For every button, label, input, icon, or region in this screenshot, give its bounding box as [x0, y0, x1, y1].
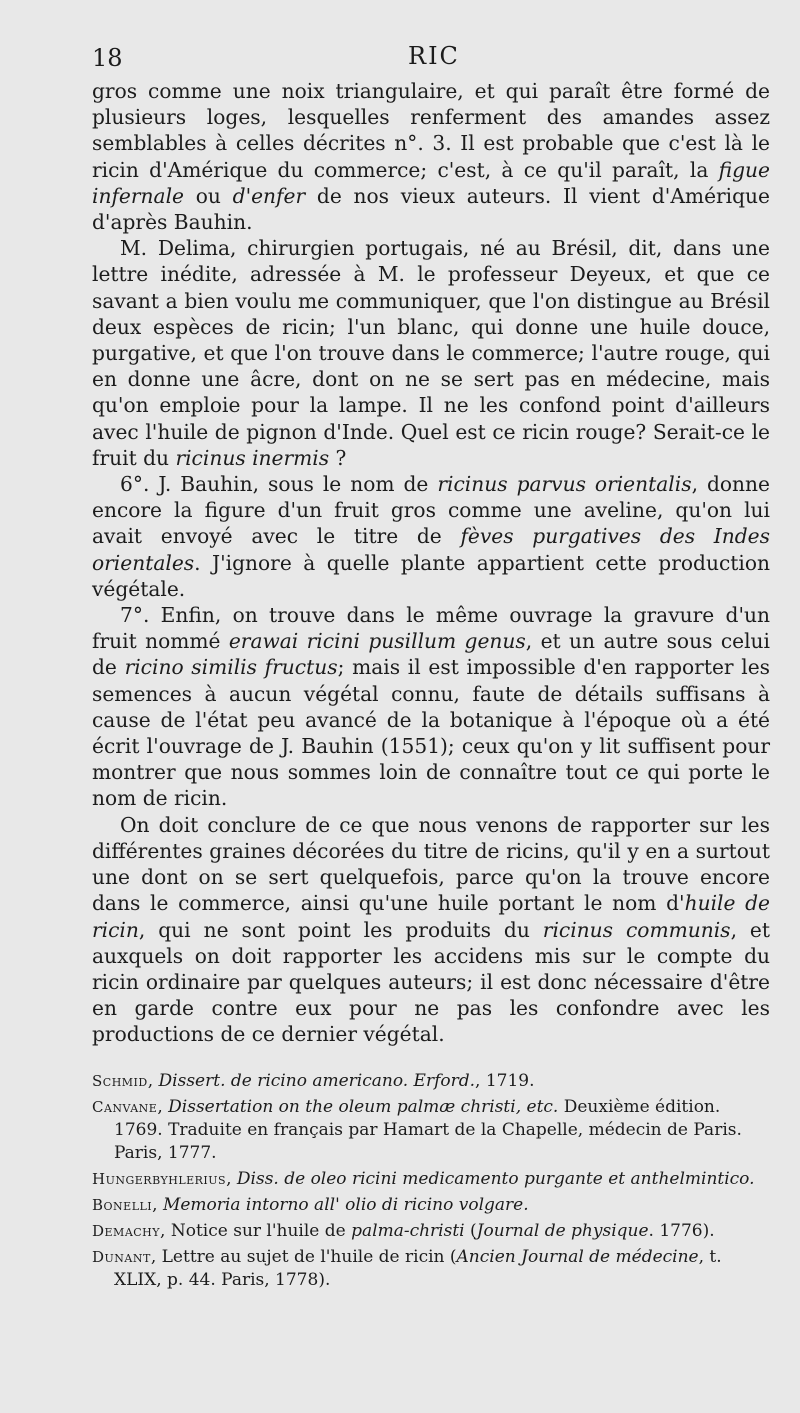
- paragraph: [92, 812, 770, 1048]
- text-run: 6°. J. Bauhin, sous le nom de: [120, 472, 438, 497]
- bibliography: [92, 1070, 770, 1292]
- text-run: 7°. Enfin, on trouve dans le même ouvrage la gravure d'un fruit nommé: [92, 603, 770, 654]
- reference-author: Canvane: [92, 1097, 158, 1116]
- separator: ,: [150, 1246, 162, 1267]
- italic-text: Journal de physique: [476, 1220, 649, 1241]
- italic-text: ricinus communis: [542, 917, 731, 942]
- reference-entry: [92, 1220, 770, 1243]
- text-run: Notice sur l'huile de: [170, 1220, 352, 1241]
- text-run: ; mais il est impossible d'en rapporter les semences à aucun végétal connu, faute de détails suffisans à cause de l'état peu avancé de la botanique à l'époque où a été écrit l'ouvrage de J. Bauhin (1551); ceux qu'on y lit suffisent pour montrer que nous sommes loin de connaître tout ce qui porte le nom de ricin.: [92, 655, 770, 811]
- text-run: , et un autre sous celui de: [92, 629, 771, 680]
- reference-entry: [92, 1246, 770, 1292]
- text-run: Lettre au sujet de l'huile de ricin (: [161, 1246, 457, 1267]
- text-run: . 1776).: [648, 1220, 715, 1241]
- separator: ,: [157, 1096, 169, 1117]
- text-run: Deuxième édition. 1769. Traduite en français par Hamart de la Chapelle, médecin de Paris. Paris, 1777.: [114, 1096, 742, 1163]
- text-run: . J'ignore à quelle plante appartient cette production végétale.: [92, 550, 770, 601]
- italic-text: erawai ricini pusillum genus: [228, 629, 526, 654]
- text-run: gros comme une noix triangulaire, et qui paraît être formé de plusieurs loges, lesquelles renferment des amandes assez semblables à celles décrites n°. 3. Il est probable que c'est là le ricin d'Amérique du commerce; c'est, à ce qu'il paraît, la: [92, 79, 770, 182]
- text-run: , donne encore la figure d'un fruit gros comme une aveline, qu'on lui avait envoyé avec le titre de: [92, 472, 770, 549]
- italic-text: d'enfer: [232, 183, 306, 208]
- italic-text: palma-christi: [351, 1220, 465, 1241]
- reference-entry: [92, 1096, 770, 1165]
- italic-text: fèves purgatives des Indes orientales: [92, 524, 770, 575]
- italic-text: Ancien Journal de médecine: [456, 1246, 699, 1267]
- page-number: 18: [92, 44, 123, 72]
- italic-text: Dissertation on the oleum palmæ christi, etc.: [168, 1096, 559, 1117]
- text-run: ou: [183, 183, 233, 208]
- italic-text: huile de ricin: [92, 891, 771, 942]
- text-run: M. Delima, chirurgien portugais, né au Brésil, dit, dans une lettre inédite, adressée à M. le professeur Deyeux, et que ce savant a bien voulu me communiquer, que l'on distingue au Brésil deux espèces de ricin; l'un blanc, qui donne une huile douce, purgative, et que l'on trouve dans le commerce; l'autre rouge, qui en donne une âcre, dont on ne se sert pas en médecine, mais qu'on emploie pour la lampe. Il ne les confond point d'ailleurs avec l'huile de pignon d'Inde. Quel est ce ricin rouge? Serait-ce le fruit du: [92, 236, 770, 470]
- separator: ,: [152, 1194, 163, 1215]
- reference-author: Bonelli: [92, 1195, 153, 1214]
- reference-entry: [92, 1070, 770, 1093]
- text-run: , 1719.: [475, 1070, 535, 1091]
- italic-text: figue infernale: [92, 157, 770, 208]
- italic-text: ricinus parvus orientalis: [437, 472, 692, 497]
- text-run: (: [464, 1220, 477, 1241]
- reference-author: Hungerbyhlerius: [92, 1169, 227, 1188]
- italic-text: Dissert. de ricino americano. Erford.: [158, 1070, 476, 1091]
- italic-text: ricinus inermis: [175, 445, 330, 470]
- text-run: de nos vieux auteurs. Il vient d'Amérique d'après Bauhin.: [92, 183, 770, 235]
- paragraph: [92, 78, 770, 235]
- reference-entry: [92, 1168, 770, 1191]
- separator: ,: [226, 1168, 237, 1189]
- text-run: , qui ne sont point les produits du: [138, 917, 543, 942]
- separator: ,: [147, 1070, 159, 1091]
- reference-entry: [92, 1194, 770, 1217]
- text-run: ?: [329, 445, 347, 470]
- paragraph: [92, 602, 770, 812]
- reference-author: Demachy: [92, 1221, 161, 1240]
- italic-text: ricino similis fructus: [124, 655, 338, 680]
- text-run: On doit conclure de ce que nous venons de rapporter sur les différentes graines décorées du titre de ricins, qu'il y en a surtout une dont on se sert quelquefois, parce qu'on la trouve encore dans le commerce, ainsi qu'une huile portant le nom d': [92, 812, 770, 916]
- page-header: [92, 42, 770, 78]
- reference-author: Schmid: [92, 1071, 148, 1090]
- paragraph: [92, 471, 770, 602]
- italic-text: Memoria intorno all' olio di ricino volgare.: [162, 1194, 529, 1215]
- italic-text: Diss. de oleo ricini medicamento purgante et anthelmintico.: [236, 1168, 755, 1189]
- running-title: RIC: [408, 42, 460, 70]
- paragraph: [92, 235, 770, 471]
- text-run: , t. XLIX, p. 44. Paris, 1778).: [114, 1246, 722, 1290]
- reference-author: Dunant: [92, 1247, 151, 1266]
- separator: ,: [160, 1220, 171, 1241]
- body-text: [92, 78, 770, 1048]
- text-run: , et auxquels on doit rapporter les accidens mis sur le compte du ricin ordinaire par quelques auteurs; il est donc nécessaire d'être en garde contre eux pour ne pas les confondre avec les productions de ce dernier végétal.: [92, 917, 770, 1047]
